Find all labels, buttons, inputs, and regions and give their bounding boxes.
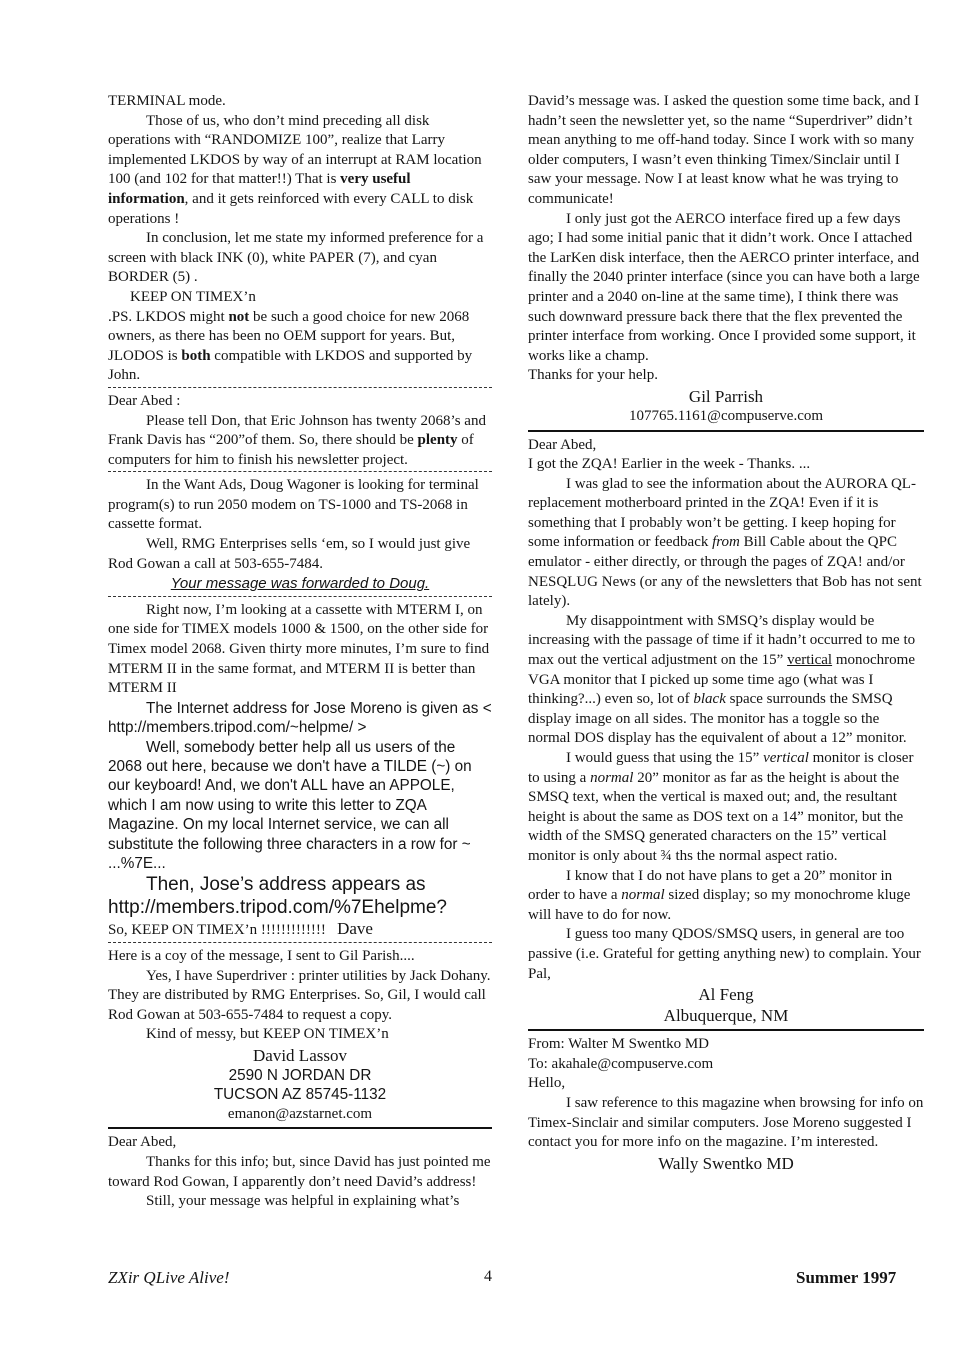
paragraph: I got the ZQA! Earlier in the week - Thanks. ... [528, 456, 811, 473]
signature-email: emanon@azstarnet.com [227, 1105, 373, 1122]
signature-place: Albuquerque, NM [663, 1006, 789, 1026]
paragraph: I would guess that using the 15” vertical monitor is closer to using a normal 20” monitor as far as the height is about the SMSQ text, when the vertical is maxed out; and, the resultant height is about the same as DOS text on a 14” monitor, but the width of the SMSQ generated characters on the 15” vertical monitor is only about ¾ ths the normal aspect ratio. [528, 750, 914, 864]
paragraph: Kind of messy, but KEEP ON TIMEX’n [146, 1026, 389, 1043]
email-header: To: akahale@compuserve.com [528, 1055, 714, 1072]
paragraph: .PS. LKDOS might not be such a good choice for new 2068 owners, as there has been no OEM support for years. But, JLODOS is both compatible with LKDOS and supported by John. [108, 308, 492, 388]
paragraph: I guess too many QDOS/SMSQ users, in general are too passive (i.e. Grateful for getting anything new) to complain. Your Pal, [528, 926, 921, 982]
paragraph: Thanks for your help. [528, 367, 658, 384]
paragraph: TERMINAL mode. [108, 93, 226, 109]
signature-email: 107765.1161@compuserve.com [628, 407, 824, 424]
paragraph: I saw reference to this magazine when browsing for info on Timex-Sinclair and similar computers. Jose Moreno suggested I contact you for more info on the magazine. I’m interested. [528, 1094, 924, 1151]
footer-magazine-title: ZXir QLive Alive! [108, 1268, 230, 1287]
paragraph: In conclusion, let me state my informed preference for a screen with black INK (0), white PAPER (7), and cyan BORDER (5) . [108, 230, 484, 286]
paragraph: In the Want Ads, Doug Wagoner is looking for terminal program(s) to run 2050 modem on TS-1000 and TS-2068 in cassette format. [108, 477, 479, 533]
left-column [108, 92, 492, 1212]
paragraph: I was glad to see the information about the AURORA QL-replacement motherboard printed in the ZQA! Even if it is something that I probably won’t be getting. I keep hoping for some information or feedback from Bill Cable about the QPC emulator - either directly, or through the pages of ZQA! and/or NESQLUG News (or any of the newsletters that Bob has not sent lately). [528, 475, 922, 610]
paragraph: Then, Jose’s address appears as http://members.tripod.com/%7Ehelpme? [108, 874, 447, 919]
paragraph: Right now, I’m looking at a cassette with MTERM I, on one side for TIMEX models 1000 & 1500, on the other side for Timex model 2068. Given thirty more minutes, I’m sure to find MTERM II in the same format, and MTERM II is better than MTERM II [108, 601, 490, 697]
paragraph: David’s message was. I asked the question some time back, and I hadn’t seen the newsletter yet, so the name “Superdriver” didn’t mean anything to me off-hand today. Since I work with so many older computers, I wasn’t even thinking Timex/Sinclair until I saw your message. Now I at least know what he was trying to communicate! [528, 93, 920, 207]
footer-page-number: 4 [484, 1268, 492, 1285]
paragraph: Here is a coy of the message, I sent to Gil Parish.... [108, 948, 415, 965]
paragraph: Please tell Don, that Eric Johnson has twenty 2068’s and Frank Davis has “200”of them. So, there should be plenty of computers for him to finish his newsletter project. [108, 412, 492, 473]
footer-issue-date: Summer 1997 [796, 1268, 897, 1287]
signature-address: 2590 N JORDAN DR [228, 1067, 372, 1085]
forwarded-note: Your message was forwarded to Doug. [108, 574, 492, 597]
divider [528, 1029, 924, 1031]
paragraph: Those of us, who don’t mind preceding all disk operations with “RANDOMIZE 100”, realize that Larry implemented LKDOS by way of an interrupt at RAM location 100 (and 102 for that matter!!) That is very useful information, and it gets reinforced with every CALL to disk operations ! [108, 112, 482, 227]
signature-name: Wally Swentko MD [658, 1153, 794, 1173]
paragraph: Thanks for this info; but, since David has just pointed me toward Rod Gowan, I apparently don’t need David’s address! [108, 1154, 491, 1190]
signature-name: David Lassov [253, 1046, 347, 1066]
salutation: Hello, [528, 1075, 566, 1092]
paragraph: The Internet address for Jose Moreno is given as < http://members.tripod.com/~helpme/ > [108, 699, 492, 737]
divider [528, 430, 924, 432]
signature-name: Al Feng [698, 985, 754, 1005]
paragraph: Yes, I have Superdriver : printer utilities by Jack Dohany. They are distributed by RMG Enterprises. So, Gil, I would call Rod Gowan at 503-655-7484 to request a copy. [108, 967, 491, 1023]
paragraph: KEEP ON TIMEX’n [130, 288, 256, 305]
salutation: Dear Abed, [108, 1134, 177, 1151]
signature-name: Gil Parrish [688, 386, 764, 406]
signoff: So, KEEP ON TIMEX’n !!!!!!!!!!!!! Dave [108, 919, 492, 943]
salutation: Dear Abed, [528, 436, 597, 453]
divider [108, 1127, 492, 1129]
paragraph: My disappointment with SMSQ’s display would be increasing with the passage of time if it hadn’t occurred to me to max out the vertical adjustment on the 15” vertical monochrome VGA monitor that I picked up some time ago (what was I thinking?...) even so, lot of black space surrounds the SMSQ display image on all sides. The monitor has a toggle so the normal DOS display has the equivalent of about a 12” monitor. [528, 612, 916, 747]
paragraph: I know that I do not have plans to get a 20” monitor in order to have a normal sized display; so my monochrome kluge will have to do for now. [528, 867, 911, 923]
right-column [528, 92, 924, 1174]
paragraph: Well, somebody better help all us users of the 2068 out here, because we don't have a TILDE (~) on our keyboard! And, we don't ALL have an APPOLE, which I am now using to write this letter to ZQA Magazine. On my local Internet service, we can all substitute the following three characters in a row for ~ ...%7E... [108, 738, 472, 873]
paragraph: I only just got the AERCO interface fired up a few days ago; I had some initial panic that it didn’t work. Once I attached the LarKen disk interface, then the AERCO printer interface, and finally the 2040 printer interface (since you can have both a large printer and a 2040 on-line at the same time), I think there was such downward pressure back there that the flex prevented the printer interface from working. Once I provided some support, it works like a champ. [528, 210, 920, 364]
salutation: Dear Abed : [108, 392, 181, 409]
paragraph: Still, your message was helpful in explaining what’s [146, 1193, 460, 1210]
email-header: From: Walter M Swentko MD [528, 1036, 710, 1053]
signature-address: TUCSON AZ 85745-1132 [213, 1086, 387, 1104]
paragraph: Well, RMG Enterprises sells ‘em, so I would just give Rod Gowan a call at 503-655-7484. [108, 536, 471, 572]
